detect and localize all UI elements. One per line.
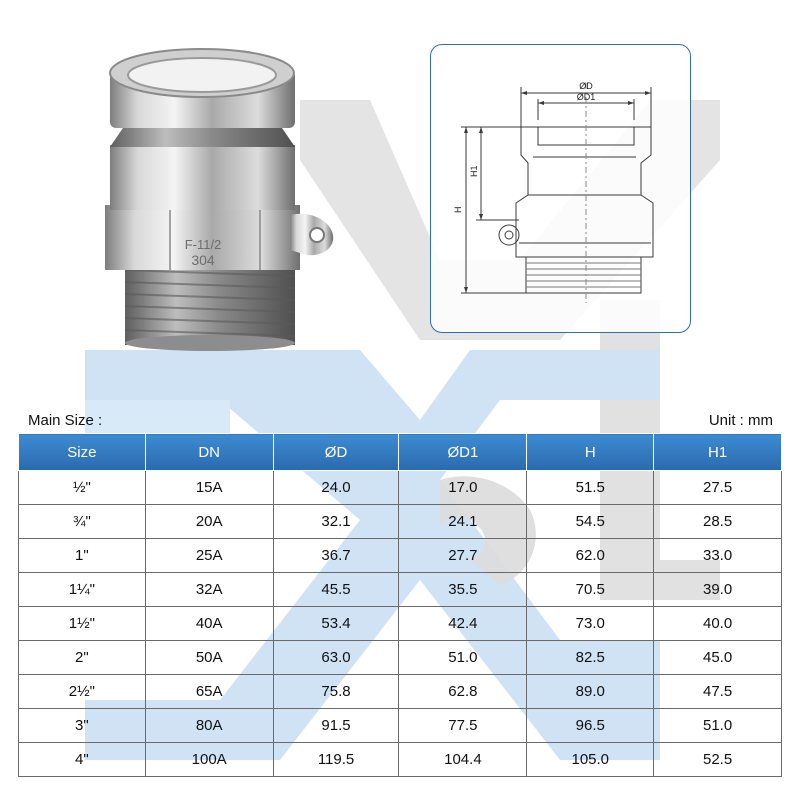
table-cell: 33.0 [654, 539, 782, 573]
table-cell: 52.5 [654, 743, 782, 777]
table-row [19, 573, 782, 607]
table-row [19, 607, 782, 641]
header-size: Size [19, 434, 146, 471]
table-cell: 17.0 [399, 471, 527, 505]
spec-table [18, 433, 782, 777]
label-h1: H1 [469, 165, 479, 177]
table-cell: 89.0 [527, 675, 654, 709]
body-marking-2: 304 [191, 252, 215, 268]
table-cell: 75.8 [273, 675, 399, 709]
table-cell: 20A [145, 505, 273, 539]
label-d1: ØD1 [576, 92, 596, 102]
table-cell: 105.0 [527, 743, 654, 777]
table-cell: 42.4 [399, 607, 527, 641]
table-cell: 45.0 [654, 641, 782, 675]
header-dn: DN [145, 434, 273, 471]
table-row [19, 709, 782, 743]
table-cell: 27.7 [399, 539, 527, 573]
table-meta-row [28, 412, 773, 432]
label-d: ØD [579, 81, 593, 91]
table-cell: 80A [145, 709, 273, 743]
product-image [95, 35, 355, 355]
header-od1: ØD1 [399, 434, 527, 471]
technical-drawing-frame [430, 44, 691, 333]
technical-drawing [431, 45, 692, 334]
table-cell: 2½" [19, 675, 146, 709]
table-cell: 70.5 [527, 573, 654, 607]
table-cell: ½" [19, 471, 146, 505]
table-cell: 24.0 [273, 471, 399, 505]
table-cell: 54.5 [527, 505, 654, 539]
table-cell: ¾" [19, 505, 146, 539]
table-cell: 104.4 [399, 743, 527, 777]
header-h1: H1 [654, 434, 782, 471]
table-cell: 39.0 [654, 573, 782, 607]
table-cell: 65A [145, 675, 273, 709]
table-cell: 3" [19, 709, 146, 743]
table-cell: 62.8 [399, 675, 527, 709]
header-h: H [527, 434, 654, 471]
table-cell: 15A [145, 471, 273, 505]
label-h: H [453, 206, 463, 213]
table-cell: 51.5 [527, 471, 654, 505]
table-cell: 1" [19, 539, 146, 573]
table-cell: 63.0 [273, 641, 399, 675]
table-cell: 100A [145, 743, 273, 777]
main-size-label: Main Size : [28, 412, 103, 429]
table-row [19, 539, 782, 573]
table-cell: 24.1 [399, 505, 527, 539]
table-cell: 50A [145, 641, 273, 675]
table-row [19, 471, 782, 505]
table-cell: 47.5 [654, 675, 782, 709]
table-cell: 27.5 [654, 471, 782, 505]
header-od: ØD [273, 434, 399, 471]
table-body [19, 471, 782, 777]
table-row [19, 675, 782, 709]
table-cell: 119.5 [273, 743, 399, 777]
table-cell: 2" [19, 641, 146, 675]
table-cell: 51.0 [654, 709, 782, 743]
table-cell: 45.5 [273, 573, 399, 607]
unit-label: Unit : mm [708, 412, 773, 429]
table-row [19, 743, 782, 777]
table-cell: 25A [145, 539, 273, 573]
table-cell: 51.0 [399, 641, 527, 675]
table-cell: 62.0 [527, 539, 654, 573]
table-cell: 28.5 [654, 505, 782, 539]
table-cell: 1¼" [19, 573, 146, 607]
table-cell: 53.4 [273, 607, 399, 641]
table-cell: 40.0 [654, 607, 782, 641]
table-cell: 35.5 [399, 573, 527, 607]
table-cell: 96.5 [527, 709, 654, 743]
table-row [19, 505, 782, 539]
table-cell: 32A [145, 573, 273, 607]
table-cell: 73.0 [527, 607, 654, 641]
table-cell: 36.7 [273, 539, 399, 573]
table-cell: 77.5 [399, 709, 527, 743]
table-cell: 82.5 [527, 641, 654, 675]
table-cell: 4" [19, 743, 146, 777]
table-row [19, 641, 782, 675]
body-marking-1: F-11/2 [184, 237, 222, 252]
table-header-row [19, 434, 782, 471]
table-cell: 40A [145, 607, 273, 641]
table-cell: 91.5 [273, 709, 399, 743]
table-cell: 32.1 [273, 505, 399, 539]
table-cell: 1½" [19, 607, 146, 641]
